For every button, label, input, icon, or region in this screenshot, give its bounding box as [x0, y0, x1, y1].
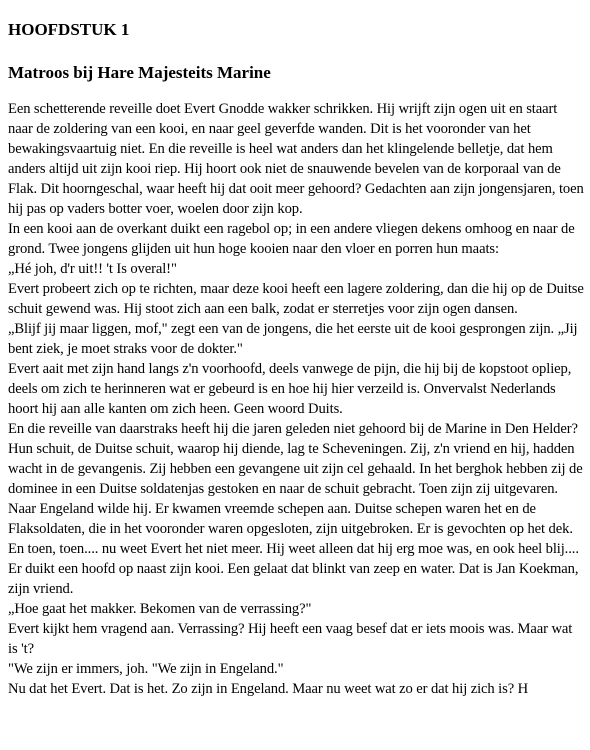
- paragraph: Evert aait met zijn hand langs z'n voorhoofd, deels vanwege de pijn, die hij bij de kopstoot opliep, deels om zich te herinneren wat er gebeurd is en hoe hij hier verzeild is. Onvervalst Nederlands hoort hij aan alle kanten om zich heen. Geen woord Duits.: [8, 361, 572, 417]
- paragraph: Een schetterende reveille doet Evert Gnodde wakker schrikken. Hij wrijft zijn ogen uit en staart naar de zoldering van een kooi, en naar geel geverfde wanden. Dit is het vooronder van het bewakingsvaartuig niet. En die reveille is heel wat anders dan het klingelende belletje, dat hem anders altijd uit zijn kooi riep. Hij hoort ook niet de snauwende bevelen van de korporaal van de Flak. Dit hoorngeschal, waar heeft hij dat ooit meer gehoord? Gedachten aan zijn jongensjaren, toen hij pas op vaders botter voer, woelen door zijn kop.: [8, 101, 584, 217]
- paragraph: "We zijn er immers, joh. "We zijn in Engeland.": [8, 661, 284, 677]
- paragraph: Evert probeert zich op te richten, maar deze kooi heeft een lagere zoldering, dan die hij op de Duitse schuit gewend was. Hij stoot zich aan een balk, zodat er sterretjes voor zijn ogen dansen.: [8, 281, 584, 317]
- paragraph: Er duikt een hoofd op naast zijn kooi. Een gelaat dat blinkt van zeep en water. Dat is Jan Koekman, zijn vriend.: [8, 561, 579, 597]
- paragraph: Evert kijkt hem vragend aan. Verrassing? Hij heeft een vaag besef dat er iets moois was. Maar wat is 't?: [8, 621, 573, 657]
- paragraph: „Hoe gaat het makker. Bekomen van de verrassing?": [8, 601, 312, 617]
- paragraph: Nu dat het Evert. Dat is het. Zo zijn in Engeland. Maar nu weet wat zo er dat hij zich is? H: [8, 681, 529, 697]
- chapter-body: [8, 99, 584, 699]
- chapter-title: Matroos bij Hare Majesteits Marine: [8, 63, 271, 82]
- paragraph: Hun schuit, de Duitse schuit, waarop hij diende, lag te Scheveningen. Zij, z'n vriend en hij, hadden wacht in de gevangenis. Zij hebben een gevangene uit zijn cel gehaald. In het berghok hebben zij de dominee in een Duitse soldatenjas gestoken en naar de schuit gebracht. Toen zijn zij uitgevaren. Naar Engeland wilde hij. Er kwamen vreemde schepen aan. Duitse schepen waren het en de Flaksoldaten, die in het vooronder waren opgesloten, zijn uitgebroken. Er is gevochten op het dek. En toen, toen.... nu weet Evert het niet meer. Hij weet alleen dat hij erg moe was, en ook heel blij....: [8, 441, 583, 557]
- chapter-heading: HOOFDSTUK 1: [8, 20, 130, 39]
- paragraph: „Blijf jij maar liggen, mof," zegt een van de jongens, die het eerste uit de kooi gesprongen zijn. „Jij bent ziek, je moet straks voor de dokter.": [8, 321, 578, 357]
- paragraph: In een kooi aan de overkant duikt een ragebol op; in een andere vliegen dekens omhoog en naar de grond. Twee jongens glijden uit hun hoge kooien naar den vloer en porren hun maats:: [8, 221, 575, 257]
- paragraph: En die reveille van daarstraks heeft hij die jaren geleden niet gehoord bij de Marine in Den Helder?: [8, 421, 578, 437]
- document-page: [8, 0, 584, 699]
- paragraph: „Hé joh, d'r uit!! 't Is overal!": [8, 261, 177, 277]
